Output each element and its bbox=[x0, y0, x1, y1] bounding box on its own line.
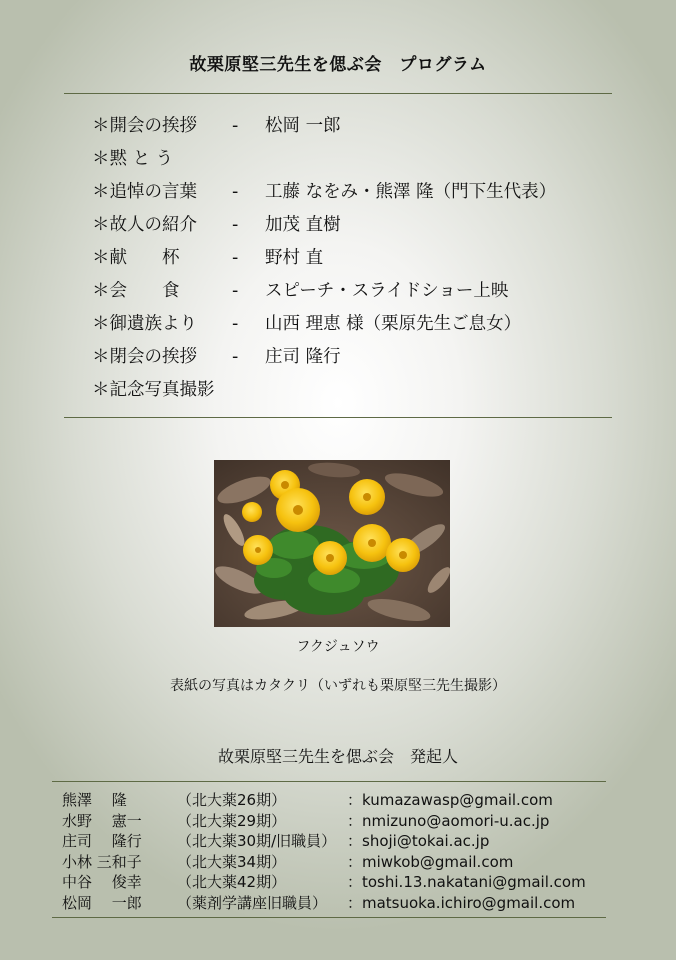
member-name: 庄司 隆行 bbox=[62, 832, 142, 850]
fukujusou-image bbox=[214, 460, 450, 627]
yellow-flower bbox=[313, 541, 347, 575]
program-item: ＊御遺族より bbox=[92, 314, 197, 334]
program-item: ＊記念写真撮影 bbox=[92, 380, 215, 400]
program-person: スピーチ・スライドショー上映 bbox=[265, 281, 509, 301]
member-name: 中谷 俊幸 bbox=[62, 873, 142, 891]
program-item: ＊閉会の挨拶 bbox=[92, 347, 197, 367]
program-item: ＊故人の紹介 bbox=[92, 215, 197, 235]
flower-photo bbox=[214, 460, 450, 627]
program-item: ＊追悼の言葉 bbox=[92, 182, 197, 202]
member-affiliation: （北大薬42期） bbox=[177, 873, 287, 891]
member-affiliation: （北大薬34期） bbox=[177, 852, 287, 871]
program-dash: - bbox=[232, 347, 239, 367]
photo-caption: フクジュソウ bbox=[296, 639, 380, 655]
program-item: ＊献 杯 bbox=[92, 248, 180, 268]
program-person: 庄司 隆行 bbox=[265, 347, 341, 367]
yellow-flower bbox=[243, 535, 273, 565]
divider-members-bottom bbox=[52, 917, 606, 918]
program-dash: - bbox=[232, 281, 239, 301]
divider-top bbox=[64, 93, 612, 94]
member-name: 松岡 一郎 bbox=[62, 893, 142, 912]
yellow-flower bbox=[353, 524, 391, 562]
yellow-flower bbox=[276, 488, 320, 532]
member-email[interactable]: ：shoji@tokai.ac.jp bbox=[347, 832, 490, 850]
program-person: 松岡 一郎 bbox=[265, 116, 341, 136]
program-person: 工藤 なをみ・熊澤 隆（門下生代表） bbox=[265, 182, 557, 202]
divider-middle bbox=[64, 417, 612, 418]
divider-members-top bbox=[52, 781, 606, 782]
member-name: 水野 憲一 bbox=[62, 811, 142, 830]
member-affiliation: （薬剤学講座旧職員） bbox=[177, 893, 328, 912]
organizers-heading: 故栗原堅三先生を偲ぶ会 発起人 bbox=[217, 747, 458, 766]
program-dash: - bbox=[232, 215, 239, 235]
page-title: 故栗原堅三先生を偲ぶ会 プログラム bbox=[189, 55, 487, 75]
member-name: 小林 三和子 bbox=[62, 852, 142, 871]
yellow-flower bbox=[349, 479, 385, 515]
yellow-flower bbox=[242, 502, 262, 522]
member-email[interactable]: ：miwkob@gmail.com bbox=[347, 852, 514, 871]
cover-photo-note: 表紙の写真はカタクリ（いずれも栗原堅三先生撮影） bbox=[170, 678, 506, 694]
member-email[interactable]: ：kumazawasp@gmail.com bbox=[347, 791, 553, 809]
program-dash: - bbox=[232, 248, 239, 268]
program-person: 野村 直 bbox=[265, 248, 324, 268]
program-person: 山西 理恵 様（栗原先生ご息女） bbox=[265, 314, 522, 334]
program-item: ＊開会の挨拶 bbox=[92, 116, 197, 136]
program-item: ＊会 食 bbox=[92, 281, 180, 301]
member-email[interactable]: ：toshi.13.nakatani@gmail.com bbox=[347, 873, 586, 891]
yellow-flower bbox=[386, 538, 420, 572]
member-name: 熊澤 隆 bbox=[62, 791, 127, 809]
program-item: ＊黙 と う bbox=[92, 149, 174, 169]
member-email[interactable]: ：nmizuno@aomori-u.ac.jp bbox=[347, 811, 550, 830]
program-dash: - bbox=[232, 182, 239, 202]
member-email[interactable]: ：matsuoka.ichiro@gmail.com bbox=[347, 893, 576, 912]
program-dash: - bbox=[232, 116, 239, 136]
member-affiliation: （北大薬29期） bbox=[177, 811, 287, 830]
program-person: 加茂 直樹 bbox=[265, 215, 341, 235]
program-dash: - bbox=[232, 314, 239, 334]
member-affiliation: （北大薬30期/旧職員） bbox=[177, 832, 337, 850]
member-affiliation: （北大薬26期） bbox=[177, 791, 287, 809]
